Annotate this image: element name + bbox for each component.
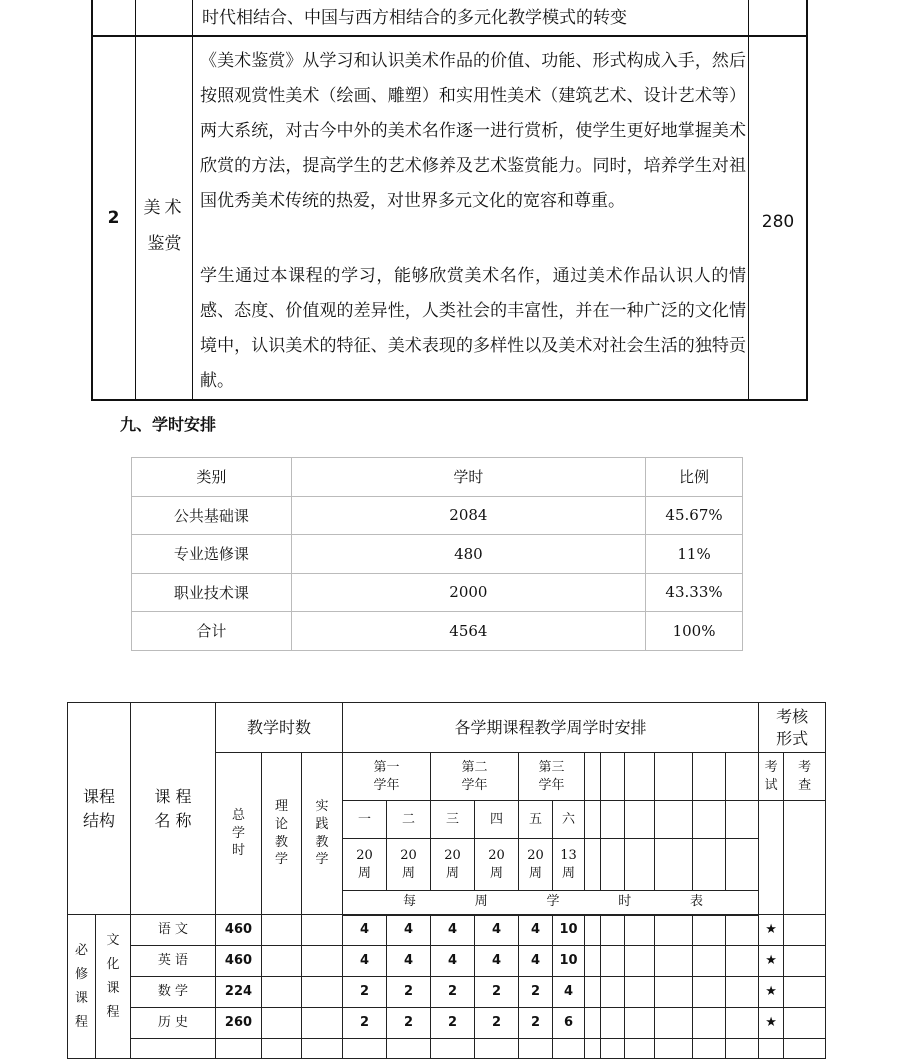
header-exam-form bbox=[759, 703, 826, 753]
hours-table-header bbox=[132, 458, 743, 497]
weeks-6-text: 13周 bbox=[560, 847, 577, 881]
course-name-line1: 美术 bbox=[143, 198, 186, 218]
term-1: 一 bbox=[343, 801, 387, 839]
blank bbox=[601, 801, 625, 839]
blank bbox=[693, 839, 726, 891]
header-check bbox=[784, 753, 826, 801]
total-hours: 260 bbox=[216, 1008, 262, 1039]
cell-hours: 2000 bbox=[291, 573, 645, 612]
header-practice bbox=[302, 753, 343, 915]
cell-ratio: 100% bbox=[646, 612, 743, 651]
header-total-text: 总学时 bbox=[231, 808, 245, 859]
cell-ratio: 45.67% bbox=[646, 496, 743, 535]
term-6: 六 bbox=[553, 801, 585, 839]
blank bbox=[726, 839, 759, 891]
table-row: 英 语 460 4 4 4 4 4 10 ★ bbox=[68, 946, 855, 977]
cell-hours: 4564 bbox=[291, 612, 645, 651]
course-name: 英 语 bbox=[131, 946, 216, 977]
blank bbox=[693, 753, 726, 801]
blank bbox=[655, 839, 693, 891]
weeks-2 bbox=[387, 839, 431, 891]
weekly-label-3: 学 bbox=[546, 894, 560, 910]
term-2: 二 bbox=[387, 801, 431, 839]
year-2-text: 第二学年 bbox=[461, 759, 488, 793]
table-row bbox=[68, 1039, 855, 1059]
header-practice-text: 实践教学 bbox=[315, 799, 329, 868]
cell-category: 合计 bbox=[132, 612, 292, 651]
cell-hours: 2084 bbox=[291, 496, 645, 535]
row-text-fragment: 时代相结合、中国与西方相结合的多元化教学模式的转变 bbox=[202, 8, 627, 28]
header-course-name bbox=[131, 703, 216, 915]
weekly-label-5: 表 bbox=[689, 894, 703, 910]
blank bbox=[655, 753, 693, 801]
exam-star: ★ bbox=[759, 977, 784, 1008]
weekly-hours-label bbox=[343, 891, 759, 915]
header-total-hours bbox=[216, 753, 262, 915]
header-exam-text: 考试 bbox=[764, 759, 778, 793]
header-check-text: 考查 bbox=[798, 759, 812, 793]
blank bbox=[601, 753, 625, 801]
exam-star: ★ bbox=[759, 915, 784, 946]
blank bbox=[784, 801, 826, 915]
course-name bbox=[136, 190, 193, 262]
schedule-table bbox=[67, 702, 855, 1059]
header-category: 类别 bbox=[132, 458, 292, 497]
total-hours: 460 bbox=[216, 915, 262, 946]
weeks-1 bbox=[343, 839, 387, 891]
cell-category: 职业技术课 bbox=[132, 573, 292, 612]
term-3: 三 bbox=[431, 801, 475, 839]
blank bbox=[585, 753, 601, 801]
header-semester-schedule: 各学期课程教学周学时安排 bbox=[343, 703, 759, 753]
header-exam bbox=[759, 753, 784, 801]
year-2 bbox=[431, 753, 519, 801]
cell-ratio: 11% bbox=[646, 535, 743, 574]
exam-star: ★ bbox=[759, 946, 784, 977]
weekly-label-1: 每 bbox=[403, 894, 417, 910]
blank bbox=[625, 839, 655, 891]
weeks-2-text: 20周 bbox=[400, 847, 417, 881]
year-1-text: 第一学年 bbox=[373, 759, 400, 793]
blank bbox=[759, 801, 784, 915]
weeks-6 bbox=[553, 839, 585, 891]
row-number: 2 bbox=[107, 208, 120, 228]
course-description-para2: 学生通过本课程的学习，能够欣赏美术名作，通过美术作品认识人的情感、态度、价值观的差异性，人类社会的丰富性，并在一种广泛的文化情境中，认识美术的特征、美术表现的多样性以及美术对社会生活的独特贡献。 bbox=[200, 266, 746, 391]
blank bbox=[585, 839, 601, 891]
year-3-text: 第三学年 bbox=[538, 759, 565, 793]
blank bbox=[625, 753, 655, 801]
blank bbox=[726, 753, 759, 801]
header-teaching-hours: 教学时数 bbox=[216, 703, 343, 753]
table-row: 必修课程 文化课程 语 文 460 4 4 4 4 4 10 ★ bbox=[68, 915, 855, 946]
table-row: 历 史 260 2 2 2 2 2 6 ★ bbox=[68, 1008, 855, 1039]
term-5: 五 bbox=[519, 801, 553, 839]
weeks-4-text: 20周 bbox=[488, 847, 505, 881]
term-4: 四 bbox=[475, 801, 519, 839]
blank bbox=[625, 801, 655, 839]
group-required-text: 必修课程 bbox=[74, 942, 88, 1030]
header-structure bbox=[68, 703, 131, 915]
blank bbox=[726, 801, 759, 839]
weekly-label-4: 时 bbox=[618, 894, 632, 910]
course-description-para1: 《美术鉴赏》从学习和认识美术作品的价值、功能、形式构成入手，然后按照观赏性美术（绘画、雕塑）和实用性美术（建筑艺术、设计艺术等）两大系统，对古今中外的美术名作逐一进行赏析，使学生更好地掌握美术欣赏的方法，提高学生的艺术修养及艺术鉴赏能力。同时，培养学生对祖国优秀美术传统的热爱，对世界多元文化的宽容和尊重。 bbox=[200, 51, 746, 211]
exam-star: ★ bbox=[759, 1008, 784, 1039]
course-name-line2: 鉴赏 bbox=[147, 234, 182, 254]
cell-category: 公共基础课 bbox=[132, 496, 292, 535]
course-hours: 280 bbox=[761, 212, 795, 232]
weeks-5-text: 20周 bbox=[527, 847, 544, 881]
cell-hours: 480 bbox=[291, 535, 645, 574]
course-name: 语 文 bbox=[131, 915, 216, 946]
blank bbox=[655, 801, 693, 839]
header-ratio: 比例 bbox=[646, 458, 743, 497]
blank bbox=[693, 801, 726, 839]
header-structure-text: 课程结构 bbox=[82, 786, 115, 830]
group-required bbox=[68, 915, 96, 1059]
blank bbox=[585, 801, 601, 839]
weeks-4 bbox=[475, 839, 519, 891]
header-theory bbox=[262, 753, 302, 915]
hours-table bbox=[131, 457, 743, 651]
weeks-3-text: 20周 bbox=[444, 847, 461, 881]
course-name: 数 学 bbox=[131, 977, 216, 1008]
cell-ratio: 43.33% bbox=[646, 573, 743, 612]
table-row bbox=[132, 573, 743, 612]
table-row bbox=[132, 535, 743, 574]
cell-category: 专业选修课 bbox=[132, 535, 292, 574]
weeks-3 bbox=[431, 839, 475, 891]
weekly-label-2: 周 bbox=[474, 894, 488, 910]
header-course-name-text: 课 程 名 称 bbox=[154, 786, 192, 830]
course-name: 历 史 bbox=[131, 1008, 216, 1039]
year-1 bbox=[343, 753, 431, 801]
total-hours: 460 bbox=[216, 946, 262, 977]
section-title: 九、学时安排 bbox=[120, 415, 217, 434]
group-culture bbox=[96, 915, 131, 1059]
header-hours: 学时 bbox=[291, 458, 645, 497]
table-row: 数 学 224 2 2 2 2 2 4 ★ bbox=[68, 977, 855, 1008]
total-hours: 224 bbox=[216, 977, 262, 1008]
table-row bbox=[132, 612, 743, 651]
weeks-1-text: 20周 bbox=[356, 847, 373, 881]
year-3 bbox=[519, 753, 585, 801]
table-row bbox=[132, 496, 743, 535]
header-theory-text: 理论教学 bbox=[274, 799, 288, 868]
header-exam-form-text: 考核形式 bbox=[776, 706, 809, 748]
group-culture-text: 文化课程 bbox=[106, 933, 120, 1020]
blank bbox=[601, 839, 625, 891]
weeks-5 bbox=[519, 839, 553, 891]
blank-edge bbox=[826, 703, 855, 946]
